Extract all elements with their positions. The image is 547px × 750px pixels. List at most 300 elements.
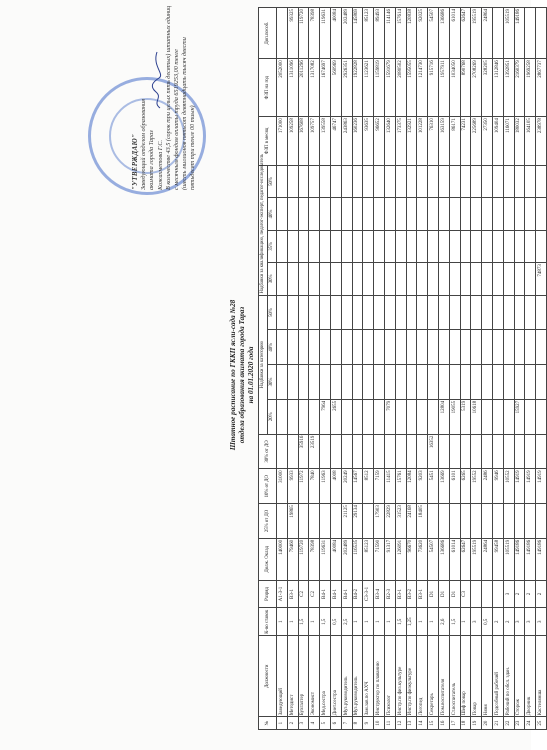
- cell-cat-30: [460, 365, 471, 400]
- cell-pct10: 6265: [460, 469, 471, 504]
- cell-fund-year: 1595055: [406, 59, 417, 117]
- cell-count: 0,5: [330, 608, 341, 636]
- cell-prof-50: [482, 165, 493, 197]
- table-row: [503, 8, 514, 730]
- cell-prof-50: [277, 165, 288, 197]
- cell-row-num: 5: [320, 717, 331, 730]
- cell-pct10: 6101: [449, 469, 460, 504]
- cell-prof-30: [363, 263, 374, 295]
- approval-line: с месячным фондом оплаты труда 6519253,00 тенге: [173, 49, 181, 190]
- cell-fund-month: 86171: [449, 117, 460, 166]
- cell-cat-30: [363, 365, 374, 400]
- cell-prof-35: [395, 230, 406, 262]
- cell-prof-50: [352, 165, 363, 197]
- cell-pct10: 13669: [438, 469, 449, 504]
- cell-pct30: [363, 434, 374, 469]
- cell-cat-40: [363, 330, 374, 365]
- cell-pct25: [320, 504, 331, 539]
- cell-cat-50: [406, 295, 417, 330]
- cell-row-num: 8: [352, 717, 363, 730]
- cell-cat-20: [503, 399, 514, 434]
- cell-cat-20: 5319: [460, 399, 471, 434]
- table-row: [341, 8, 352, 730]
- cell-cat-20: [492, 399, 503, 434]
- cell-prof-40: [309, 198, 320, 230]
- cell-pct30: [374, 434, 385, 469]
- col-header-cat-20: 20%: [268, 399, 277, 434]
- cell-prof-30: [384, 263, 395, 295]
- cell-cat-20: [374, 399, 385, 434]
- cell-cat-40: [460, 330, 471, 365]
- cell-prof-35: [406, 230, 417, 262]
- cell-extra: 202489: [341, 8, 352, 59]
- cell-prof-50: [438, 165, 449, 197]
- cell-prof-40: [438, 198, 449, 230]
- cell-grade: 2: [525, 580, 536, 608]
- cell-fund-month: 109757: [309, 117, 320, 166]
- cell-prof-30: [449, 263, 460, 295]
- cell-prof-50: [492, 165, 503, 197]
- cell-prof-30: [514, 263, 525, 295]
- cell-extra: 149186: [514, 8, 525, 59]
- cell-prof-30: [428, 263, 439, 295]
- cell-grade: В3-1: [287, 580, 298, 608]
- cell-prof-30: [460, 263, 471, 295]
- cell-prof-30: [352, 263, 363, 295]
- cell-pct25: [298, 504, 309, 539]
- cell-pct30: 23519: [309, 434, 320, 469]
- cell-prof-30: [330, 263, 341, 295]
- cell-grade: В2-3: [384, 580, 395, 608]
- cell-cat-20: 7079: [384, 399, 395, 434]
- cell-cat-20: [287, 399, 298, 434]
- cell-prof-35: [492, 230, 503, 262]
- col-header-prof-30: 30%: [268, 263, 277, 295]
- cell-count: 1: [363, 608, 374, 636]
- cell-salary: 91317: [384, 538, 395, 580]
- cell-cat-50: [320, 295, 331, 330]
- cell-salary: 61014: [449, 538, 460, 580]
- cell-position: Дворник: [525, 636, 536, 717]
- cell-extra: 119631: [320, 8, 331, 59]
- cell-grade: В3-4: [374, 580, 385, 608]
- cell-cat-40: [438, 330, 449, 365]
- table-row: [536, 8, 547, 730]
- table-row: [428, 8, 439, 730]
- cell-extra: 99325: [287, 8, 298, 59]
- col-header-prof-40: 40%: [268, 198, 277, 230]
- cell-position: Психолог: [384, 636, 395, 717]
- cell-cat-20: [341, 399, 352, 434]
- cell-cat-20: [352, 399, 363, 434]
- cell-grade: В3-2: [406, 580, 417, 608]
- cell-position: Секретарь: [428, 636, 439, 717]
- cell-row-num: 9: [363, 717, 374, 730]
- cell-cat-50: [341, 295, 352, 330]
- cell-pct30: [438, 434, 449, 469]
- cell-pct10: 11963: [320, 469, 331, 504]
- cell-count: 1: [428, 608, 439, 636]
- col-header-num: №: [259, 717, 277, 730]
- cell-pct30: [417, 434, 428, 469]
- cell-prof-35: [277, 230, 288, 262]
- cell-pct10: 20249: [341, 469, 352, 504]
- cell-extra: 114146: [384, 8, 395, 59]
- cell-salary: 126091: [395, 538, 406, 580]
- cell-prof-50: [514, 165, 525, 197]
- table-row: [406, 8, 417, 730]
- cell-fund-year: 1922828: [352, 59, 363, 117]
- cell-cat-50: [492, 295, 503, 330]
- cell-cat-40: [417, 330, 428, 365]
- cell-cat-20: [277, 399, 288, 434]
- cell-prof-50: [395, 165, 406, 197]
- cell-count: 3: [525, 608, 536, 636]
- cell-fund-month: 171000: [277, 117, 288, 166]
- cell-position: Экономист: [309, 636, 320, 717]
- cell-cat-30: [352, 365, 363, 400]
- cell-pct25: [438, 504, 449, 539]
- cell-fund-year: 1392851: [503, 59, 514, 117]
- cell-prof-35: [384, 230, 395, 262]
- cell-position: Заведующий: [277, 636, 288, 717]
- cell-cat-50: [536, 295, 547, 330]
- cell-fund-month: 109258: [287, 117, 298, 166]
- cell-count: 3: [536, 608, 547, 636]
- cell-extra: 54507: [428, 8, 439, 59]
- cell-grade: D1: [438, 580, 449, 608]
- cell-prof-40: [384, 198, 395, 230]
- cell-position: Сторож: [514, 636, 525, 717]
- cell-position: Муз.руководитель: [352, 636, 363, 717]
- cell-grade: 2: [514, 580, 525, 608]
- table-row: [514, 8, 525, 730]
- cell-count: 1: [277, 608, 288, 636]
- cell-prof-30: [277, 263, 288, 295]
- table-row: [330, 8, 341, 730]
- cell-cat-20: 10618: [471, 399, 482, 434]
- cell-pct25: 24168: [406, 504, 417, 539]
- table-row: [320, 8, 331, 730]
- cell-pct25: [277, 504, 288, 539]
- cell-extra: [492, 8, 503, 59]
- cell-prof-30: [471, 263, 482, 295]
- cell-cat-40: [471, 330, 482, 365]
- cell-cat-50: [298, 295, 309, 330]
- cell-grade: [471, 580, 482, 608]
- cell-count: 1: [309, 608, 320, 636]
- cell-cat-50: [417, 295, 428, 330]
- cell-pct10: 19552: [471, 469, 482, 504]
- cell-cat-30: [525, 365, 536, 400]
- cell-salary: 149186: [525, 538, 536, 580]
- cell-pct30: [330, 434, 341, 469]
- cell-prof-40: [492, 198, 503, 230]
- cell-position: Шеф повар: [460, 636, 471, 717]
- cell-salary: 119720: [298, 538, 309, 580]
- cell-cat-30: [417, 365, 428, 400]
- cell-pct25: [482, 504, 493, 539]
- cell-prof-35: [363, 230, 374, 262]
- cell-cat-20: [536, 399, 547, 434]
- cell-prof-35: [460, 230, 471, 262]
- table-row: [438, 8, 449, 730]
- approval-heading: "УТВЕРЖДАЮ": [132, 133, 139, 190]
- cell-grade: D1: [428, 580, 439, 608]
- cell-cat-20: [309, 399, 320, 434]
- cell-cat-40: [525, 330, 536, 365]
- cell-extra: [525, 8, 536, 59]
- cell-fund-year: 1957911: [438, 59, 449, 117]
- cell-row-num: 12: [395, 717, 406, 730]
- cell-prof-35: [514, 230, 525, 262]
- cell-pct25: 19865: [287, 504, 298, 539]
- cell-cat-50: [287, 295, 298, 330]
- cell-grade: С2: [309, 580, 320, 608]
- cell-row-num: 15: [428, 717, 439, 730]
- cell-prof-40: [363, 198, 374, 230]
- cell-cat-40: [492, 330, 503, 365]
- cell-fund-month: 76310: [428, 117, 439, 166]
- cell-prof-40: [428, 198, 439, 230]
- col-header-extra: Доп.пособ.: [259, 8, 277, 59]
- cell-prof-40: [287, 198, 298, 230]
- cell-prof-40: [460, 198, 471, 230]
- cell-prof-40: [352, 198, 363, 230]
- cell-cat-30: [384, 365, 395, 400]
- table-row: [471, 8, 482, 730]
- table-row: [460, 8, 471, 730]
- cell-prof-40: [406, 198, 417, 230]
- cell-pct30: 16352: [428, 434, 439, 469]
- cell-salary: 40084: [330, 538, 341, 580]
- cell-cat-50: [525, 295, 536, 330]
- col-header-fund-month: ФЗП в месяц: [259, 117, 277, 166]
- cell-pct10: 9933: [287, 469, 298, 504]
- cell-prof-40: [525, 198, 536, 230]
- cell-pct10: 12084: [406, 469, 417, 504]
- cell-pct30: [341, 434, 352, 469]
- cell-pct10: 14919: [514, 469, 525, 504]
- cell-cat-40: [395, 330, 406, 365]
- cell-extra: 85123: [363, 8, 374, 59]
- cell-prof-35: [309, 230, 320, 262]
- cell-pct25: [503, 504, 514, 539]
- cell-position: Повар: [471, 636, 482, 717]
- cell-salary: 79460: [287, 538, 298, 580]
- cell-salary: 119631: [320, 538, 331, 580]
- cell-pct25: [449, 504, 460, 539]
- cell-position: Инстр.по физ.культуре: [395, 636, 406, 717]
- cell-cat-40: [406, 330, 417, 365]
- col-header-position: Должности: [259, 636, 277, 717]
- cell-pct25: [471, 504, 482, 539]
- cell-fund-month: 164105: [525, 117, 536, 166]
- cell-count: 3: [471, 608, 482, 636]
- cell-row-num: 18: [460, 717, 471, 730]
- cell-cat-30: [503, 365, 514, 400]
- cell-pct30: [287, 434, 298, 469]
- cell-grade: С2: [298, 580, 309, 608]
- cell-prof-35: [449, 230, 460, 262]
- table-row: [309, 8, 320, 730]
- table-row: [384, 8, 395, 730]
- cell-fund-month: 243863: [341, 117, 352, 166]
- cell-pct10: 7159: [374, 469, 385, 504]
- cell-prof-50: [460, 165, 471, 197]
- cell-prof-40: [417, 198, 428, 230]
- cell-prof-50: [298, 165, 309, 197]
- cell-position: Методист: [287, 636, 298, 717]
- cell-cat-30: [482, 365, 493, 400]
- cell-count: 1: [460, 608, 471, 636]
- cell-cat-20: [482, 399, 493, 434]
- cell-pct30: [525, 434, 536, 469]
- cell-pct25: 21125: [341, 504, 352, 539]
- cell-pct30: [514, 434, 525, 469]
- cell-pct25: [428, 504, 439, 539]
- cell-fund-year: 2080502: [395, 59, 406, 117]
- approval-line: (шесть миллионов пятьсот девятнадцать тысяч двести: [181, 37, 189, 190]
- cell-fund-year: 2708269: [471, 59, 482, 117]
- cell-fund-year: 1591679: [384, 59, 395, 117]
- cell-salary: 85123: [363, 538, 374, 580]
- cell-cat-30: [341, 365, 352, 400]
- cell-cat-50: [352, 295, 363, 330]
- cell-row-num: 16: [438, 717, 449, 730]
- cell-fund-year: 1317082: [309, 59, 320, 117]
- cell-pct25: [536, 504, 547, 539]
- cell-count: 2: [492, 608, 503, 636]
- cell-position: Кастелянша: [536, 636, 547, 717]
- cell-fund-year: 2011296: [298, 59, 309, 117]
- cell-cat-30: [395, 365, 406, 400]
- cell-cat-30: [471, 365, 482, 400]
- cell-pct10: 14919: [536, 469, 547, 504]
- cell-cat-30: [287, 365, 298, 400]
- cell-prof-35: [341, 230, 352, 262]
- cell-fund-year: 1969258: [525, 59, 536, 117]
- cell-pct30: [277, 434, 288, 469]
- cell-cat-20: [363, 399, 374, 434]
- cell-fund-month: 160236: [352, 117, 363, 166]
- cell-grade: В4-1: [330, 580, 341, 608]
- cell-prof-35: [352, 230, 363, 262]
- table-row: [395, 8, 406, 730]
- cell-prof-30: [525, 263, 536, 295]
- cell-fund-month: 180032: [514, 117, 525, 166]
- cell-fund-month: 116071: [503, 117, 514, 166]
- cell-cat-40: [287, 330, 298, 365]
- cell-fund-year: 2867737: [536, 59, 547, 117]
- cell-pct30: [449, 434, 460, 469]
- cell-row-num: 2: [287, 717, 298, 730]
- cell-prof-35: [503, 230, 514, 262]
- approval-block: [132, 0, 198, 190]
- cell-fund-month: 132921: [406, 117, 417, 166]
- col-header-fund-year: ФЗП на год: [259, 59, 277, 117]
- cell-prof-40: [277, 198, 288, 230]
- cell-cat-50: [277, 295, 288, 330]
- cell-fund-year: 1123621: [363, 59, 374, 117]
- cell-pct30: [352, 434, 363, 469]
- cell-fund-month: 167608: [298, 117, 309, 166]
- table-row: [363, 8, 374, 730]
- cell-pct10: 11415: [384, 469, 395, 504]
- cell-prof-30: [374, 263, 385, 295]
- cell-row-num: 11: [384, 717, 395, 730]
- cell-prof-35: [471, 230, 482, 262]
- cell-cat-40: [341, 330, 352, 365]
- cell-row-num: 23: [514, 717, 525, 730]
- cell-prof-30: [492, 263, 503, 295]
- cell-count: 1,5: [298, 608, 309, 636]
- cell-prof-50: [525, 165, 536, 197]
- cell-row-num: 17: [449, 717, 460, 730]
- cell-extra: [536, 8, 547, 59]
- cell-cat-40: [320, 330, 331, 365]
- cell-grade: 3: [503, 580, 514, 608]
- cell-fund-month: 74231: [460, 117, 471, 166]
- cell-salary: 116535: [352, 538, 363, 580]
- cell-grade: А1-3-1: [277, 580, 288, 608]
- cell-prof-35: [482, 230, 493, 262]
- cell-pct30: [395, 434, 406, 469]
- cell-prof-50: [363, 165, 374, 197]
- col-header-cat-50: 50%: [268, 295, 277, 330]
- cell-extra: [277, 8, 288, 59]
- cell-count: 1: [352, 608, 363, 636]
- cell-fund-year: 1034050: [449, 59, 460, 117]
- cell-prof-30: [287, 263, 298, 295]
- cell-prof-35: [536, 230, 547, 262]
- cell-grade: [492, 580, 503, 608]
- cell-prof-35: [330, 230, 341, 262]
- cell-fund-year: 328205: [482, 59, 493, 117]
- cell-cat-20: [406, 399, 417, 434]
- cell-row-num: 6: [330, 717, 341, 730]
- cell-prof-35: [374, 230, 385, 262]
- cell-pct25: [525, 504, 536, 539]
- cell-prof-30: [395, 263, 406, 295]
- cell-prof-30: [503, 263, 514, 295]
- cell-position: Инструктор по плаванию: [374, 636, 385, 717]
- cell-prof-50: [341, 165, 352, 197]
- table-row: [277, 8, 288, 730]
- cell-fund-year: 1159819: [374, 59, 385, 117]
- cell-salary: 71590: [374, 538, 385, 580]
- cell-cat-30: [492, 365, 503, 400]
- title-line-2: отдела образования акимата города Тараз: [238, 306, 246, 444]
- cell-cat-20: [428, 399, 439, 434]
- cell-cat-30: [536, 365, 547, 400]
- cell-cat-20: [298, 399, 309, 434]
- cell-cat-50: [330, 295, 341, 330]
- cell-pct30: [503, 434, 514, 469]
- cell-prof-40: [503, 198, 514, 230]
- col-group-prof: Надбавки за квалификацию, педагог-эксперт, педагог-исследователь: [259, 165, 268, 295]
- staffing-table: [258, 7, 547, 730]
- cell-pct30: [320, 434, 331, 469]
- col-header-prof-35: 35%: [268, 230, 277, 262]
- cell-cat-40: [482, 330, 493, 365]
- approval-line: акимата города Тараз: [148, 130, 156, 190]
- cell-prof-40: [374, 198, 385, 230]
- cell-fund-year: 2926351: [341, 59, 352, 117]
- cell-grade: 2: [536, 580, 547, 608]
- cell-fund-year: 560969: [330, 59, 341, 117]
- cell-prof-50: [471, 165, 482, 197]
